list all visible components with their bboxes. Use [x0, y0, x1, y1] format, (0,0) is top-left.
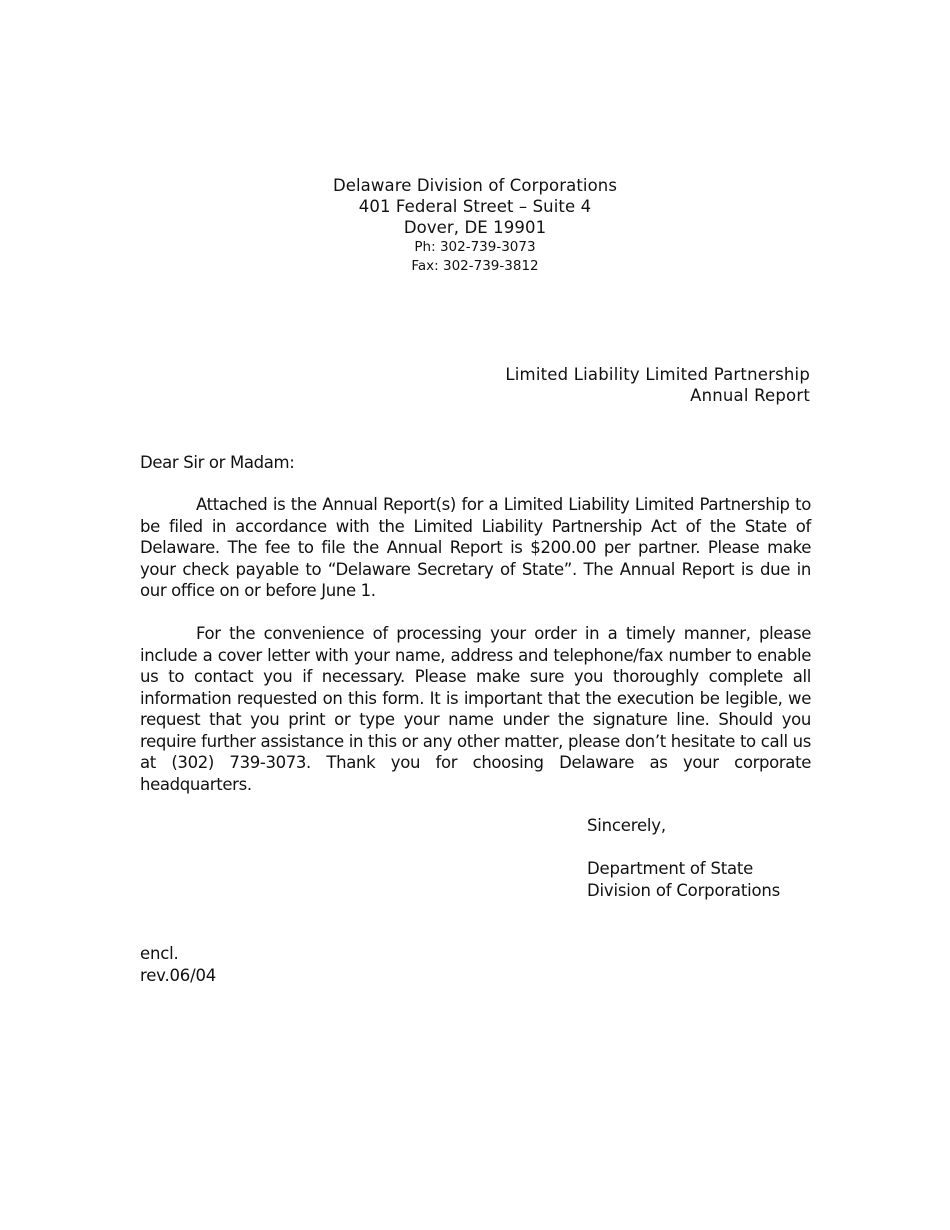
footer-notes — [140, 943, 216, 986]
paragraph-instructions: Attached is the Annual Report(s) for a Limited Liability Limited Partnership to be filed in accordance with the Limited Liability Partnership Act of the State of Delaware. The fee to file the Annual Report is $200.00 per partner. Please make your check payable to “Delaware Secretary of State”. The Annual Report is due in our office on or before June 1. — [140, 495, 811, 600]
revision-note: rev.06/04 — [140, 965, 217, 985]
phone-number: Ph: 302-739-3073 — [414, 239, 536, 255]
street-address: 401 Federal Street – Suite 4 — [358, 197, 592, 216]
paragraph-convenience: For the convenience of processing your order in a timely manner, please include a cover letter with your name, address and telephone/fax number to enable us to contact you if necessary. Please make sure you thoroughly complete all information requested on this form. It is important that the execution be legible, we request that you print or type your name under the signature line. Should you require further assistance in this or any other matter, please don’t hesitate to call us at (302) 739-3073. Thank you for choosing Delaware as your corporate headquarters. — [140, 624, 811, 794]
subject-line-2: Annual Report — [690, 386, 810, 405]
subject-line-1: Limited Liability Limited Partnership — [505, 365, 810, 384]
valediction: Sincerely, — [587, 816, 666, 835]
signature-block — [587, 858, 887, 901]
city-state-zip: Dover, DE 19901 — [403, 218, 547, 237]
fax-number: Fax: 302-739-3812 — [411, 258, 539, 274]
organization-name: Delaware Division of Corporations — [332, 176, 618, 195]
salutation: Dear Sir or Madam: — [140, 453, 295, 472]
subject-block — [140, 364, 810, 406]
letterhead — [0, 175, 950, 276]
signature-department: Department of State — [587, 859, 754, 878]
enclosure-note: encl. — [140, 944, 179, 963]
signature-division: Division of Corporations — [587, 880, 781, 900]
